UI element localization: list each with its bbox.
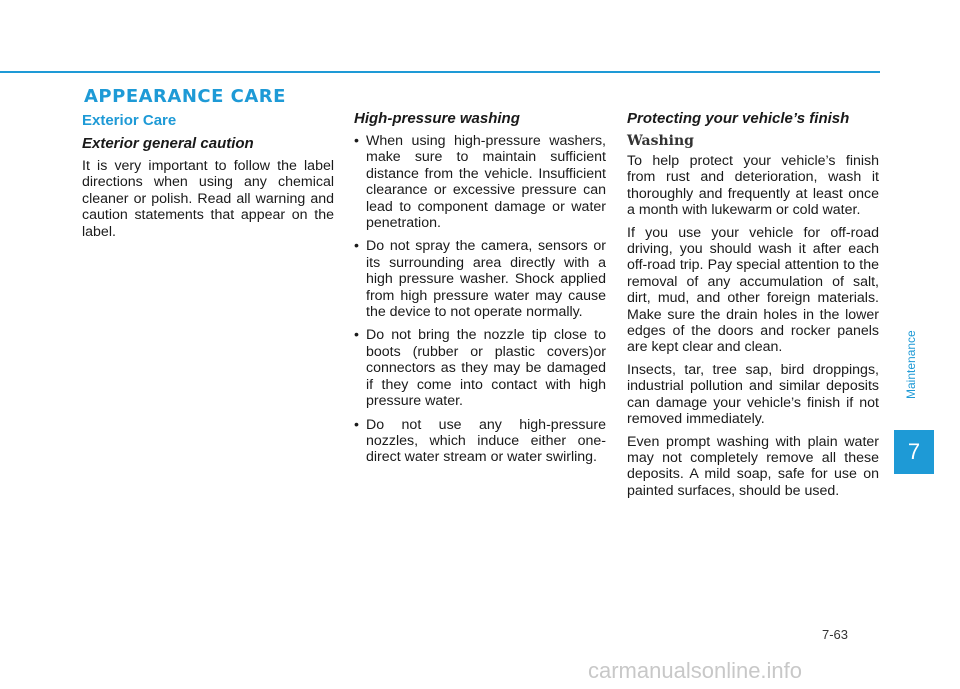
subheading-washing: Washing <box>627 133 694 149</box>
column-protecting-finish <box>627 110 879 505</box>
list-item <box>354 327 606 409</box>
heading-exterior-care: Exterior Care <box>82 112 177 129</box>
bullet-list <box>354 133 606 466</box>
paragraph-general-caution: It is very important to follow the label directions when using any chemical cleaner or polish. Read all warning and caution statements that appear on the label. <box>82 158 334 240</box>
subheading-general-caution: Exterior general caution <box>82 135 254 152</box>
paragraph-washing-1: To help protect your vehicle’s finish from rust and deterioration, wash it thoroughly and frequently at least once a month with lukewarm or cold water. <box>627 153 879 219</box>
bullet-text: Do not spray the camera, sensors or its surrounding area directly with a high pressure washer. Shock applied from high pressure water may cause the device to not operate normally. <box>366 238 606 321</box>
paragraph-washing-4: Even prompt washing with plain water may not completely remove all these deposits. A mild soap, safe for use on painted surfaces, should be used. <box>627 433 879 499</box>
list-item <box>354 417 606 466</box>
section-title: APPEARANCE CARE <box>84 86 286 107</box>
list-item <box>354 133 606 231</box>
bullet-text: Do not use any high-pressure nozzles, which induce either one-direct water stream or water swirling. <box>366 416 606 466</box>
chapter-number: 7 <box>907 439 921 464</box>
watermark: carmanualsonline.info <box>588 658 803 683</box>
bullet-text: Do not bring the nozzle tip close to boots (rubber or plastic covers)or connectors as they may be damaged if they come into contact with high pressure water. <box>366 327 606 410</box>
column-high-pressure-washing <box>354 110 606 473</box>
paragraph-washing-2: If you use your vehicle for off-road driving, you should wash it after each off-road trip. Pay special attention to the removal of any accumulation of salt, dirt, mud, and other foreign materials. Make sure the drain holes in the lower edges of the doors and rocker panels are kept clear and clean. <box>627 224 879 356</box>
header-rule <box>0 71 880 73</box>
paragraph-washing-3: Insects, tar, tree sap, bird droppings, industrial pollution and similar deposits can damage your vehicle’s finish if not removed immediately. <box>627 361 879 428</box>
page-number: 7-63 <box>822 627 849 642</box>
bullet-icon: • <box>354 133 359 149</box>
bullet-text: When using high-pressure washers, make sure to maintain sufficient distance from the vehicle. Insufficient clearance or excessive pressure can lead to component damage or water penetration. <box>366 133 606 232</box>
bullet-icon: • <box>354 416 359 433</box>
chapter-label: Maintenance <box>904 330 918 399</box>
bullet-icon: • <box>354 238 359 255</box>
heading-high-pressure-washing: High-pressure washing <box>354 110 520 127</box>
heading-protecting-finish: Protecting your vehicle’s finish <box>627 110 850 127</box>
column-exterior-care <box>82 110 334 246</box>
list-item <box>354 238 606 320</box>
bullet-icon: • <box>354 327 359 344</box>
